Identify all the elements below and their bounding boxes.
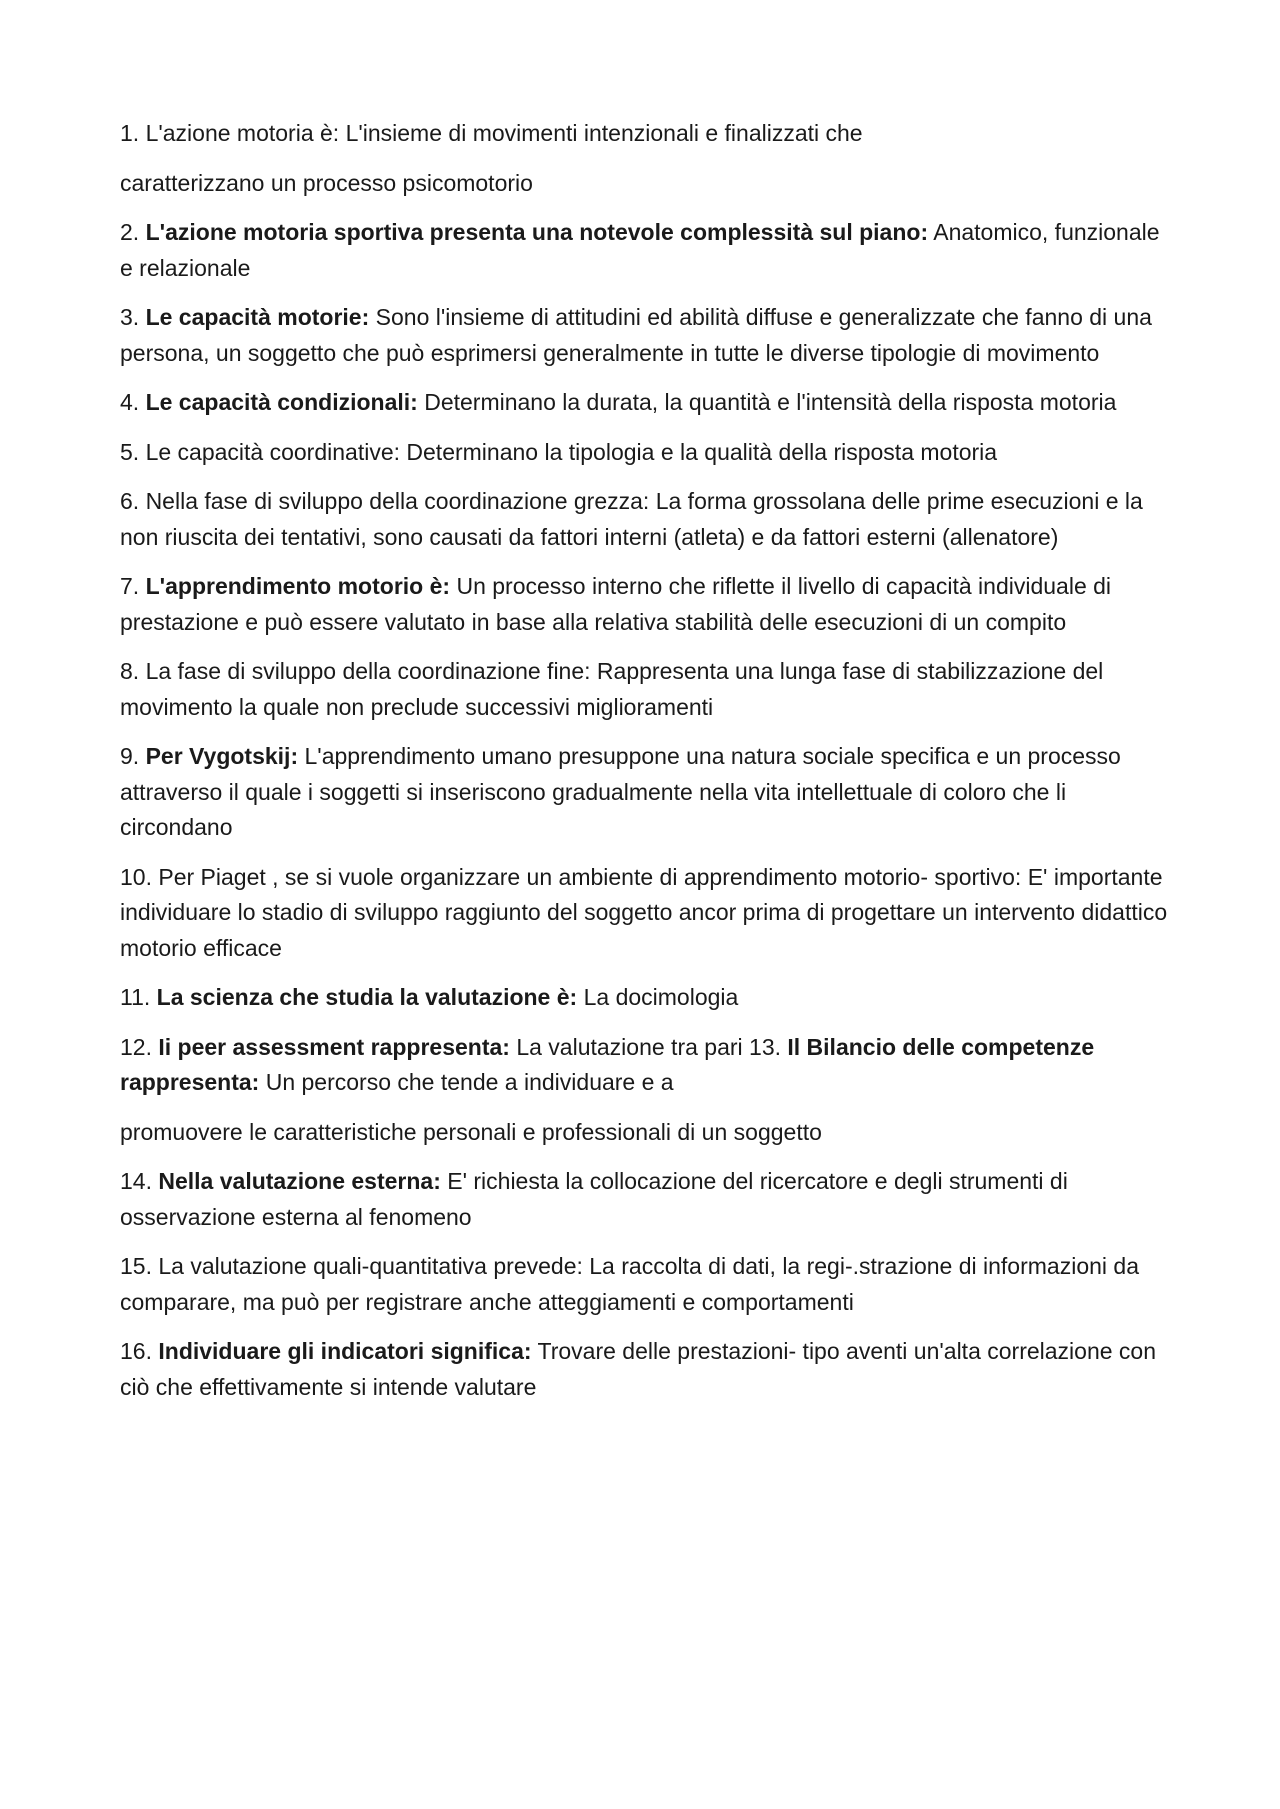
item-text: 8. La fase di sviluppo della coordinazione fine: Rappresenta una lunga fase di stabilizzazione del movimento la quale non preclude successivi miglioramenti (120, 658, 1104, 720)
item-3 (120, 300, 1170, 371)
item-answer: Trovare delle prestazioni- tipo aventi un'alta correlazione con ciò che effettivamente si intende valutare (120, 1338, 1157, 1400)
item-answer-13: Un percorso che tende a individuare e a (259, 1069, 674, 1095)
item-answer: Un processo interno che riflette il livello di capacità individuale di prestazione e può essere valutato in base alla relativa stabilità delle esecuzioni di un compito (120, 573, 1112, 635)
item-question: Le capacità condizionali: (145, 389, 418, 415)
item-number: 11. (120, 984, 157, 1010)
item-9 (120, 739, 1170, 846)
item-10 (120, 860, 1170, 967)
item-number: 12. (120, 1033, 159, 1060)
item-question: L'azione motoria sportiva presenta una notevole complessità sul piano: (145, 219, 929, 245)
item-text: caratterizzano un processo psicomotorio (120, 169, 533, 196)
document-body (120, 116, 1170, 1419)
item-4 (120, 385, 1170, 421)
item-number: 16. (120, 1338, 159, 1364)
item-answer: Sono l'insieme di attitudini ed abilità diffuse e generalizzate che fanno di una persona, un soggetto che può esprimersi generalmente in tutte le diverse tipologie di movimento (120, 304, 1152, 366)
item-question: Per Vygotskij: (145, 743, 299, 769)
item-number: 7. (120, 573, 146, 599)
item-1-continued (120, 166, 1170, 202)
item-question: Nella valutazione esterna: (158, 1168, 441, 1194)
item-text: 15. La valutazione quali-quantitativa prevede: La raccolta di dati, la regi-.strazione di informazioni da comparare, ma può per registrare anche atteggiamenti e comportamenti (120, 1253, 1139, 1315)
item-question-13: Il Bilancio delle competenze rappresenta: (120, 1033, 1095, 1095)
item-answer: Anatomico, funzionale e relazionale (120, 219, 1160, 281)
item-answer: E' richiesta la collocazione del ricercatore e degli strumenti di osservazione esterna al fenomeno (120, 1168, 1068, 1230)
item-text: promuovere le caratteristiche personali e professionali di un soggetto (120, 1118, 822, 1145)
item-1 (120, 116, 1170, 152)
item-answer: La docimologia (577, 984, 739, 1010)
item-13-continued (120, 1115, 1170, 1151)
item-5 (120, 435, 1170, 471)
item-text: 10. Per Piaget , se si vuole organizzare un ambiente di apprendimento motorio- sportivo: E' importante individuare lo stadio di sviluppo raggiunto del soggetto ancor prima di progettare un intervento didattico motorio efficace (120, 863, 1168, 961)
item-12-13 (120, 1030, 1170, 1101)
item-7 (120, 569, 1170, 640)
item-question: Individuare gli indicatori significa: (158, 1338, 532, 1364)
item-2 (120, 215, 1170, 286)
item-number: 9. (120, 743, 146, 769)
item-8 (120, 654, 1170, 725)
item-text: 5. Le capacità coordinative: Determinano la tipologia e la qualità della risposta motoria (120, 438, 998, 465)
item-question: Le capacità motorie: (145, 304, 370, 330)
item-number: 3. (120, 304, 146, 330)
item-question: L'apprendimento motorio è: (145, 573, 451, 599)
item-6 (120, 484, 1170, 555)
item-text: 1. L'azione motoria è: L'insieme di movimenti intenzionali e finalizzati che (120, 120, 863, 146)
item-16 (120, 1334, 1170, 1405)
item-answer: La valutazione tra pari 13. (509, 1033, 788, 1060)
item-answer: L'apprendimento umano presuppone una natura sociale specifica e un processo attraverso il quale i soggetti si inseriscono gradualmente nella vita intellettuale di coloro che li circondano (120, 743, 1121, 840)
item-question: La scienza che studia la valutazione è: (156, 984, 578, 1010)
item-15 (120, 1249, 1170, 1320)
item-11 (120, 980, 1170, 1016)
item-number: 4. (120, 389, 146, 415)
item-number: 14. (120, 1168, 159, 1194)
item-14 (120, 1164, 1170, 1235)
item-text: 6. Nella fase di sviluppo della coordinazione grezza: La forma grossolana delle prime esecuzioni e la non riuscita dei tentativi, sono causati da fattori interni (atleta) e da fattori esterni (allenatore) (120, 488, 1143, 550)
item-number: 2. (120, 219, 146, 245)
item-question: Ii peer assessment rappresenta: (158, 1033, 510, 1060)
item-answer: Determinano la durata, la quantità e l'intensità della risposta motoria (417, 389, 1117, 415)
